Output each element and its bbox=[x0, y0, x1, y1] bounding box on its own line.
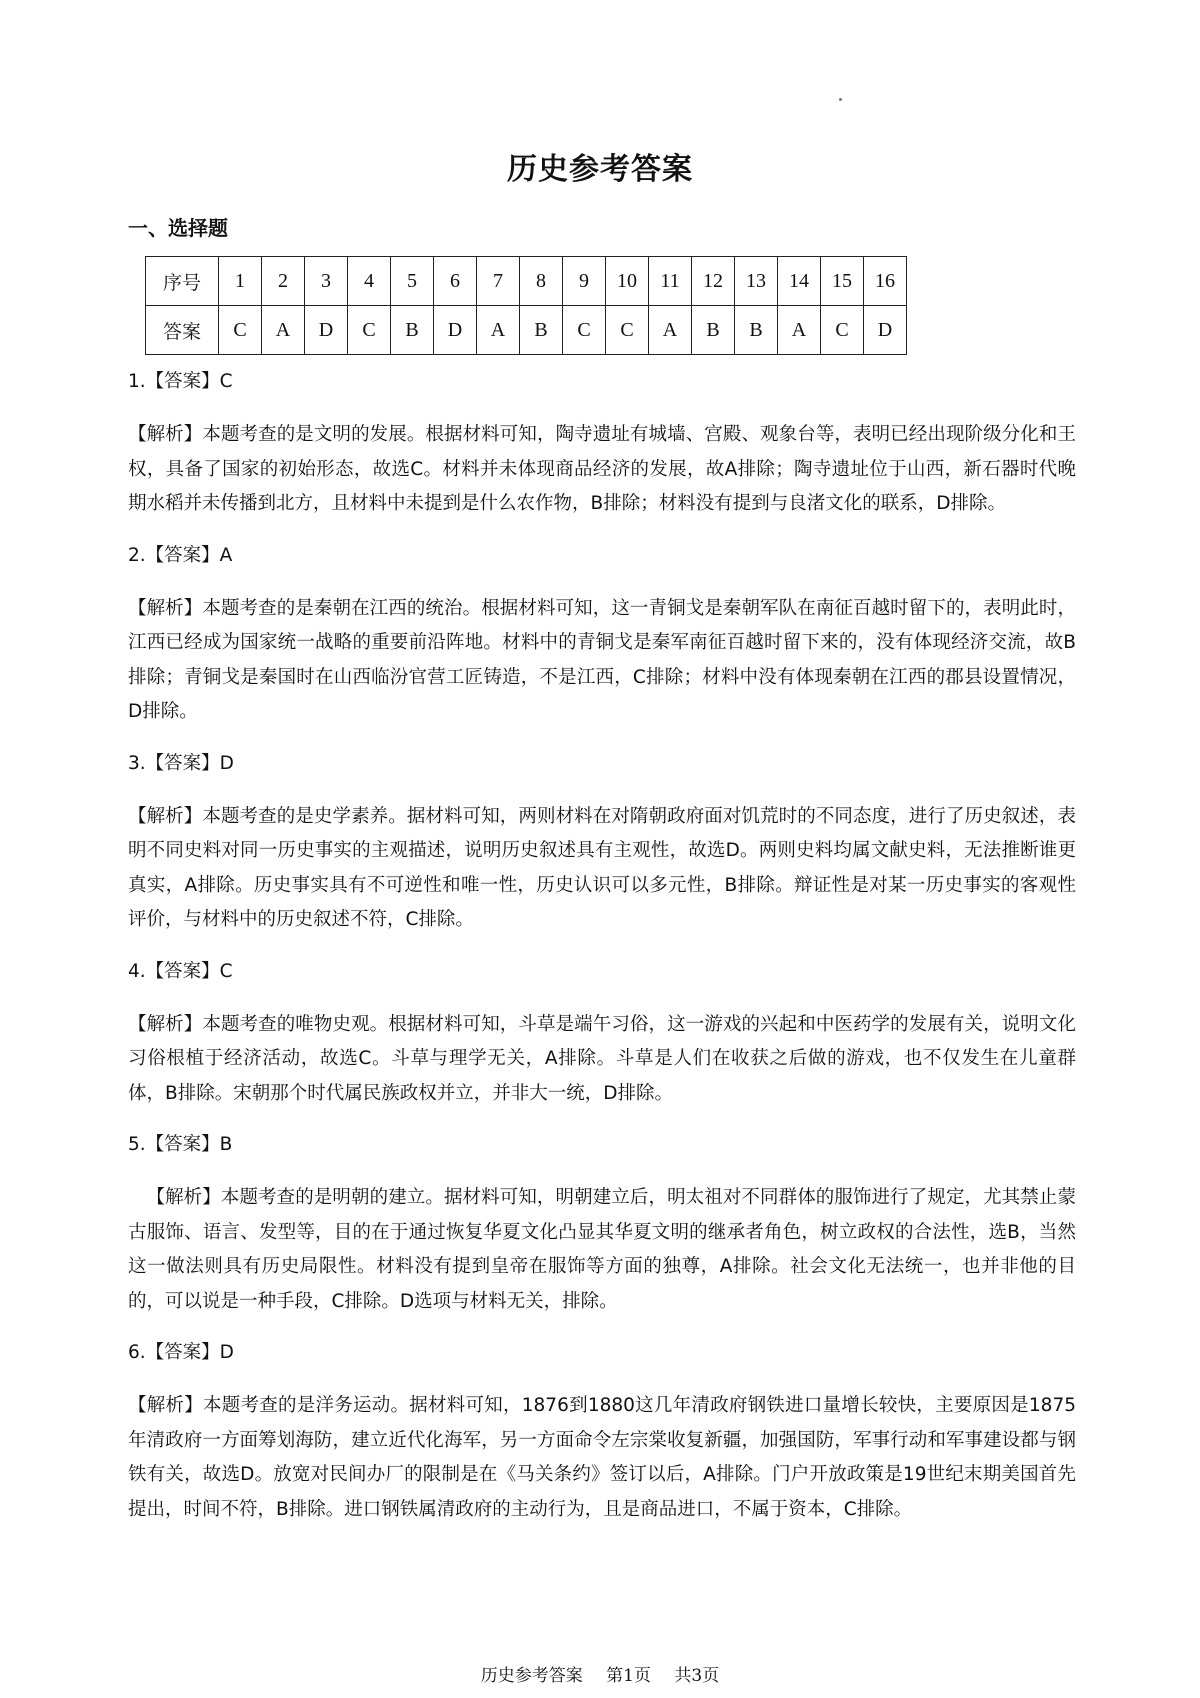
answer-cell: B bbox=[391, 306, 434, 355]
answer-cell: D bbox=[434, 306, 477, 355]
question-4-answer: 4.【答案】C bbox=[128, 960, 233, 982]
number-cell: 15 bbox=[821, 257, 864, 306]
number-cell: 5 bbox=[391, 257, 434, 306]
question-3-answer: 3.【答案】D bbox=[128, 752, 234, 774]
answer-table bbox=[145, 256, 907, 355]
answer-cell: D bbox=[305, 306, 348, 355]
number-cell: 6 bbox=[434, 257, 477, 306]
footer-doc-title: 历史参考答案 bbox=[480, 1666, 583, 1686]
number-cell: 2 bbox=[262, 257, 305, 306]
section-heading: 一、选择题 bbox=[128, 216, 228, 240]
answer-cell: A bbox=[262, 306, 305, 355]
question-1-answer: 1.【答案】C bbox=[128, 371, 233, 392]
footer-page-total: 共3页 bbox=[674, 1666, 720, 1686]
answer-cell: A bbox=[477, 306, 520, 355]
number-cell: 3 bbox=[305, 257, 348, 306]
answer-cell: A bbox=[778, 306, 821, 355]
number-cell: 9 bbox=[563, 257, 606, 306]
page-footer bbox=[0, 1661, 1200, 1686]
number-cell: 14 bbox=[778, 257, 821, 306]
number-row bbox=[146, 257, 907, 306]
answer-explanations bbox=[128, 368, 1076, 1547]
number-cell: 4 bbox=[348, 257, 391, 306]
question-5-answer: 5.【答案】B bbox=[128, 1134, 233, 1155]
answer-cell: D bbox=[864, 306, 907, 355]
footer-page-number: 第1页 bbox=[606, 1666, 651, 1686]
question-4-analysis: 【解析】本题考查的唯物史观。根据材料可知，斗草是端午习俗，这一游戏的兴起和中医药学的发展有关，说明文化习俗根植于经济活动，故选C。斗草与理学无关，A排除。斗草是人们在收获之后做的游戏，也不仅发生在儿童群体，B排除。宋朝那个时代属民族政权并立，并非大一统，D排除。 bbox=[128, 1013, 1076, 1104]
question-3-analysis: 【解析】本题考查的是史学素养。据材料可知，两则材料在对隋朝政府面对饥荒时的不同态度，进行了历史叙述，表明不同史料对同一历史事实的主观描述，说明历史叙述具有主观性，故选D。两则史料均属文献史料，无法推断谁更真实，A排除。历史事实具有不可逆性和唯一性，历史认识可以多元性，B排除。辩证性是对某一历史事实的客观性评价，与材料中的历史叙述不符，C排除。 bbox=[128, 805, 1076, 930]
number-cell: 8 bbox=[520, 257, 563, 306]
row-header-number: 序号 bbox=[146, 257, 219, 306]
question-2-analysis: 【解析】本题考查的是秦朝在江西的统治。根据材料可知，这一青铜戈是秦朝军队在南征百越时留下的，表明此时，江西已经成为国家统一战略的重要前沿阵地。材料中的青铜戈是秦军南征百越时留下来的，没有体现经济交流，故B排除；青铜戈是秦国时在山西临汾官营工匠铸造，不是江西，C排除；材料中没有体现秦朝在江西的郡县设置情况，D排除。 bbox=[128, 597, 1076, 722]
answer-cell: C bbox=[219, 306, 262, 355]
answer-cell: C bbox=[606, 306, 649, 355]
question-1-analysis: 【解析】本题考查的是文明的发展。根据材料可知，陶寺遗址有城墙、宫殿、观象台等，表明已经出现阶级分化和王权，具备了国家的初始形态，故选C。材料并未体现商品经济的发展，故A排除；陶寺遗址位于山西，新石器时代晚期水稻并未传播到北方，且材料中未提到是什么农作物，B排除；材料没有提到与良渚文化的联系，D排除。 bbox=[128, 424, 1076, 514]
row-header-answer: 答案 bbox=[146, 306, 219, 355]
number-cell: 13 bbox=[735, 257, 778, 306]
answer-cell: C bbox=[821, 306, 864, 355]
answer-row bbox=[146, 306, 907, 355]
answer-cell: C bbox=[348, 306, 391, 355]
number-cell: 7 bbox=[477, 257, 520, 306]
answer-cell: B bbox=[692, 306, 735, 355]
number-cell: 11 bbox=[649, 257, 692, 306]
question-6-analysis: 【解析】本题考查的是洋务运动。据材料可知，1876到1880这几年清政府钢铁进口量增长较快，主要原因是1875年清政府一方面筹划海防，建立近代化海军，另一方面命令左宗棠收复新疆，加强国防，军事行动和军事建设都与钢铁有关，故选D。放宽对民间办厂的限制是在《马关条约》签订以后，A排除。门户开放政策是19世纪末期美国首先提出，时间不符，B排除。进口钢铁属清政府的主动行为，且是商品进口，不属于资本，C排除。 bbox=[128, 1395, 1076, 1520]
number-cell: 16 bbox=[864, 257, 907, 306]
answer-cell: C bbox=[563, 306, 606, 355]
number-cell: 12 bbox=[692, 257, 735, 306]
answer-cell: A bbox=[649, 306, 692, 355]
number-cell: 10 bbox=[606, 257, 649, 306]
number-cell: 1 bbox=[219, 257, 262, 306]
question-5-analysis: 【解析】本题考查的是明朝的建立。据材料可知，明朝建立后，明太祖对不同群体的服饰进行了规定，尤其禁止蒙古服饰、语言、发型等，目的在于通过恢复华夏文化凸显其华夏文明的继承者角色，树立政权的合法性，选B，当然这一做法则具有历史局限性。材料没有提到皇帝在服饰等方面的独尊，A排除。社会文化无法统一，也并非他的目的，可以说是一种手段，C排除。D选项与材料无关，排除。 bbox=[128, 1187, 1076, 1312]
answer-cell: B bbox=[735, 306, 778, 355]
question-6-answer: 6.【答案】D bbox=[128, 1342, 234, 1363]
answer-cell: B bbox=[520, 306, 563, 355]
page-title: 历史参考答案 bbox=[507, 152, 693, 187]
scan-dot bbox=[839, 98, 842, 101]
question-2-answer: 2.【答案】A bbox=[128, 544, 233, 566]
